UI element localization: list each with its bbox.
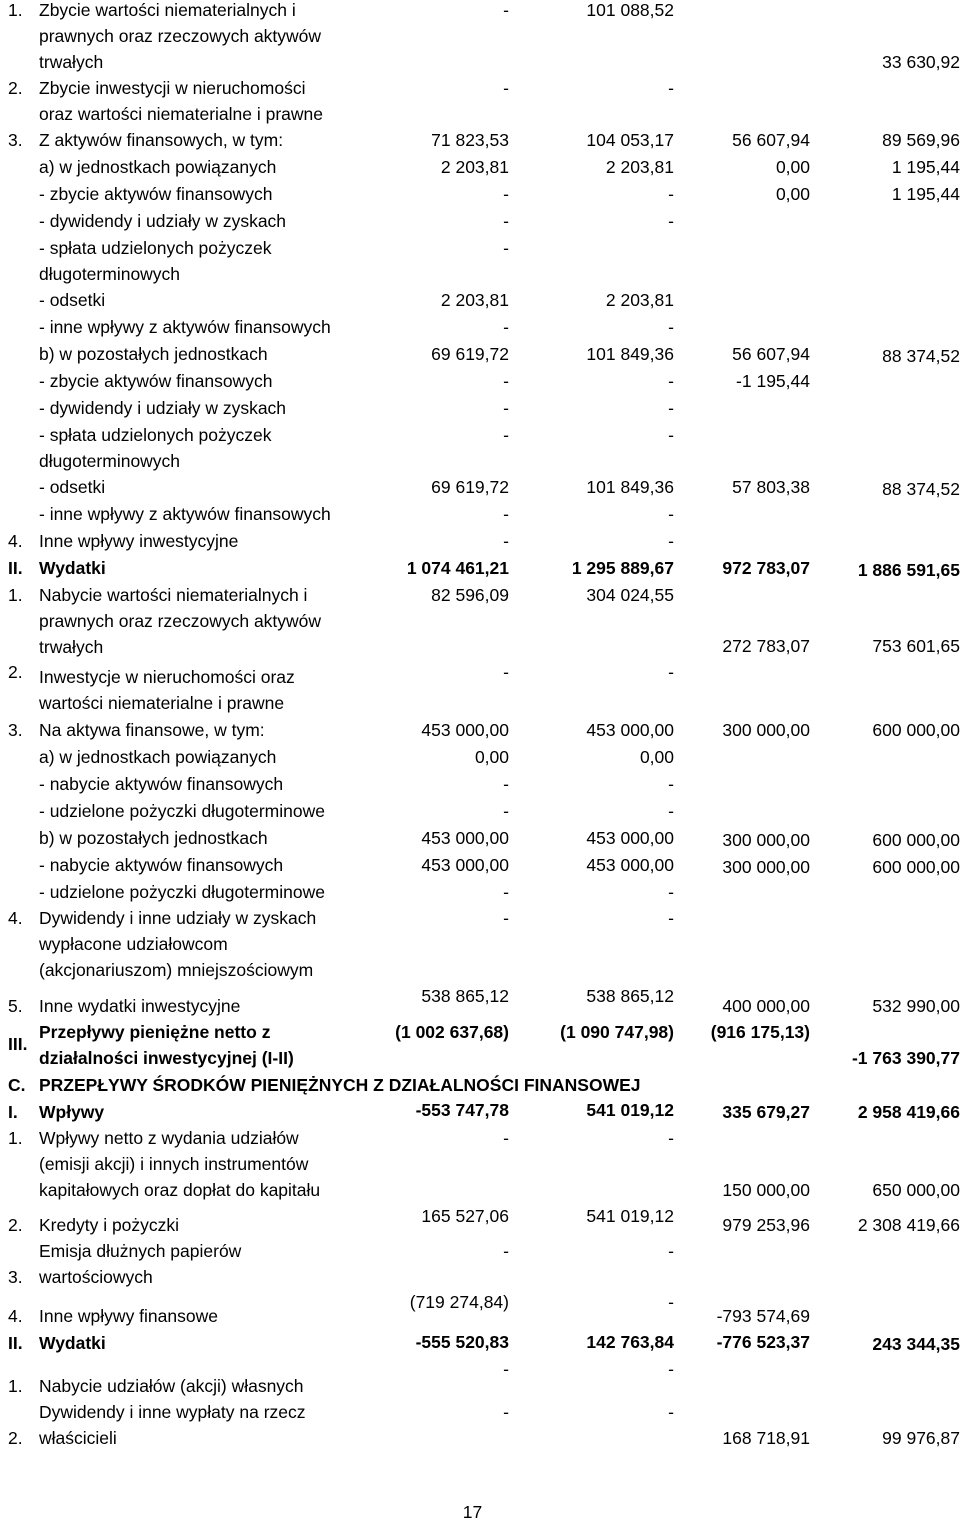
row-number: 2. [8,1215,23,1235]
row-label: - nabycie aktywów finansowych [39,774,284,794]
value-col-2: 101 088,52 [586,0,674,20]
value-col-2: 453 000,00 [586,855,674,875]
row-number: C. [8,1075,26,1095]
value-col-2: - [668,371,674,391]
row-label: - inne wpływy z aktywów finansowych [39,317,331,337]
row-label: trwałych [39,637,104,657]
value-col-2: 541 019,12 [586,1100,674,1120]
value-col-1: 165 527,06 [421,1206,509,1226]
value-col-1: - [503,425,509,445]
value-col-3: 972 783,07 [722,558,810,578]
value-col-2: - [668,184,674,204]
value-col-1: - [503,908,509,928]
value-col-4: 1 195,44 [891,184,960,204]
value-col-2: - [668,662,674,682]
value-col-1: - [503,238,509,258]
row-number: I. [8,1102,18,1122]
value-col-1: - [503,371,509,391]
value-col-1: - [503,662,509,682]
value-col-3: -793 574,69 [716,1306,810,1326]
value-col-2: 101 849,36 [586,477,674,497]
row-label: (akcjonariuszom) mniejszościowym [39,960,314,980]
row-label: trwałych [39,52,104,72]
value-col-1: - [503,1402,509,1422]
value-col-3: 979 253,96 [722,1215,810,1235]
value-col-4: 2 308 419,66 [857,1215,960,1235]
row-label: Dywidendy i inne wypłaty na rzecz [39,1402,306,1422]
value-col-1: - [503,317,509,337]
row-label: - zbycie aktywów finansowych [39,184,273,204]
row-label: Dywidendy i inne udziały w zyskach [39,908,317,928]
value-col-1: 71 823,53 [431,130,509,150]
value-col-3: 57 803,38 [732,477,810,497]
value-col-1: 82 596,09 [431,585,509,605]
row-label: Kredyty i pożyczki [39,1215,180,1235]
value-col-3: 300 000,00 [722,720,810,740]
value-col-3: 56 607,94 [732,130,810,150]
value-col-2: 142 763,84 [586,1332,674,1352]
value-col-1: - [503,1359,509,1379]
value-col-1: - [503,398,509,418]
row-label: Inne wpływy finansowe [39,1306,218,1326]
value-col-4: 753 601,65 [872,636,960,656]
row-label: Inne wydatki inwestycyjne [39,996,241,1016]
row-label: - odsetki [39,290,106,310]
value-col-1: - [503,504,509,524]
row-label: - nabycie aktywów finansowych [39,855,284,875]
row-label: (emisji akcji) i innych instrumentów [39,1154,309,1174]
row-label: - spłata udzielonych pożyczek [39,238,272,258]
value-col-2: 453 000,00 [586,828,674,848]
value-col-1: 453 000,00 [421,855,509,875]
row-label: Wpływy [39,1102,105,1122]
value-col-2: - [668,425,674,445]
row-label: - inne wpływy z aktywów finansowych [39,504,331,524]
row-label: Przepływy pieniężne netto z [39,1022,271,1042]
row-number: 5. [8,996,23,1016]
value-col-4: 600 000,00 [872,720,960,740]
value-col-1: 2 203,81 [440,290,509,310]
value-col-2: - [668,908,674,928]
value-col-3: 56 607,94 [732,344,810,364]
value-col-2: (1 090 747,98) [560,1022,674,1042]
value-col-2: 1 295 889,67 [571,558,674,578]
row-number: 2. [8,662,23,682]
row-label: - dywidendy i udziały w zyskach [39,211,287,231]
value-col-2: 304 024,55 [586,585,674,605]
value-col-4: 600 000,00 [872,857,960,877]
row-number: II. [8,558,23,578]
row-number: 3. [8,1267,23,1287]
value-col-2: 101 849,36 [586,344,674,364]
value-col-1: - [503,801,509,821]
row-label: - zbycie aktywów finansowych [39,371,273,391]
value-col-1: 69 619,72 [431,477,509,497]
value-col-2: - [668,882,674,902]
row-label: - odsetki [39,477,106,497]
value-col-3: 400 000,00 [722,996,810,1016]
value-col-4: 88 374,52 [882,479,960,499]
row-label: oraz wartości niematerialne i prawne [39,104,324,124]
value-col-1: (1 002 637,68) [395,1022,509,1042]
row-label: Inwestycje w nieruchomości oraz [39,667,295,687]
value-col-2: - [668,801,674,821]
value-col-2: - [668,1359,674,1379]
row-number: 1. [8,1128,23,1148]
row-label: - udzielone pożyczki długoterminowe [39,801,325,821]
value-col-1: 2 203,81 [440,157,509,177]
value-col-2: 541 019,12 [586,1206,674,1226]
value-col-1: - [503,78,509,98]
value-col-4: 600 000,00 [872,830,960,850]
value-col-4: 88 374,52 [882,346,960,366]
value-col-3: (916 175,13) [710,1022,810,1042]
value-col-3: 150 000,00 [722,1180,810,1200]
value-col-3: -776 523,37 [716,1332,810,1352]
row-label: kapitałowych oraz dopłat do kapitału [39,1180,321,1200]
row-label: b) w pozostałych jednostkach [39,344,268,364]
value-col-2: 2 203,81 [605,157,674,177]
value-col-1: -553 747,78 [415,1100,509,1120]
value-col-1: 453 000,00 [421,720,509,740]
row-label: Wpływy netto z wydania udziałów [39,1128,299,1148]
row-label: działalności inwestycyjnej (I-II) [39,1048,294,1068]
value-col-3: -1 195,44 [736,371,810,391]
value-col-1: - [503,184,509,204]
row-number: 4. [8,908,23,928]
row-number: 1. [8,1376,23,1396]
value-col-2: - [668,211,674,231]
value-col-1: 453 000,00 [421,828,509,848]
value-col-2: - [668,78,674,98]
row-number: 1. [8,585,23,605]
value-col-2: 2 203,81 [605,290,674,310]
row-label: Wydatki [39,1333,106,1353]
value-col-1: 538 865,12 [421,986,509,1006]
row-label: długoterminowych [39,264,181,284]
value-col-2: - [668,398,674,418]
row-label: b) w pozostałych jednostkach [39,828,268,848]
value-col-1: -555 520,83 [415,1332,509,1352]
row-label: PRZEPŁYWY ŚRODKÓW PIENIĘŻNYCH Z DZIAŁALNOŚCI FINANSOWEJ [39,1075,641,1095]
row-label: prawnych oraz rzeczowych aktywów [39,611,322,631]
row-number: III. [8,1034,28,1054]
value-col-2: 104 053,17 [586,130,674,150]
value-col-1: 0,00 [474,747,509,767]
row-label: - spłata udzielonych pożyczek [39,425,272,445]
row-label: wartościowych [39,1267,153,1287]
row-number: 4. [8,1306,23,1326]
row-number: 4. [8,531,23,551]
value-col-2: - [668,504,674,524]
value-col-2: - [668,1292,674,1312]
value-col-4: 650 000,00 [872,1180,960,1200]
value-col-3: 272 783,07 [722,636,810,656]
row-label: wartości niematerialne i prawne [39,693,285,713]
row-label: Zbycie wartości niematerialnych i [39,0,296,20]
value-col-2: - [668,317,674,337]
row-label: właścicieli [39,1428,117,1448]
value-col-2: 453 000,00 [586,720,674,740]
value-col-3: 300 000,00 [722,830,810,850]
value-col-2: - [668,1241,674,1261]
value-col-3: 335 679,27 [722,1102,810,1122]
value-col-1: - [503,0,509,20]
row-label: a) w jednostkach powiązanych [39,157,277,177]
row-number: 3. [8,720,23,740]
value-col-3: 0,00 [775,184,810,204]
value-col-3: 300 000,00 [722,857,810,877]
row-label: Nabycie udziałów (akcji) własnych [39,1376,304,1396]
value-col-1: 69 619,72 [431,344,509,364]
value-col-2: - [668,1402,674,1422]
value-col-4: 1 886 591,65 [857,560,960,580]
row-label: Z aktywów finansowych, w tym: [39,130,284,150]
value-col-1: (719 274,84) [409,1292,509,1312]
row-label: - udzielone pożyczki długoterminowe [39,882,325,902]
value-col-1: 1 074 461,21 [406,558,509,578]
page-number: 17 [462,1502,483,1522]
row-label: prawnych oraz rzeczowych aktywów [39,26,322,46]
row-number: II. [8,1333,23,1353]
row-label: a) w jednostkach powiązanych [39,747,277,767]
row-label: Nabycie wartości niematerialnych i [39,585,308,605]
value-col-1: - [503,882,509,902]
row-number: 2. [8,78,23,98]
row-label: Emisja dłużnych papierów [39,1241,242,1261]
row-number: 2. [8,1428,23,1448]
value-col-4: 532 990,00 [872,996,960,1016]
value-col-2: 538 865,12 [586,986,674,1006]
row-number: 1. [8,0,23,20]
value-col-1: - [503,774,509,794]
row-label: długoterminowych [39,451,181,471]
value-col-4: -1 763 390,77 [851,1048,960,1068]
row-label: Zbycie inwestycji w nieruchomości [39,78,306,98]
row-label: - dywidendy i udziały w zyskach [39,398,287,418]
value-col-4: 99 976,87 [882,1428,960,1448]
row-label: Wydatki [39,558,106,578]
row-label: wypłacone udziałowcom [39,934,228,954]
value-col-4: 2 958 419,66 [857,1102,960,1122]
value-col-4: 33 630,92 [882,52,960,72]
value-col-1: - [503,531,509,551]
value-col-2: - [668,774,674,794]
value-col-4: 243 344,35 [872,1334,960,1354]
value-col-1: - [503,211,509,231]
value-col-1: - [503,1128,509,1148]
value-col-2: - [668,531,674,551]
value-col-1: - [503,1241,509,1261]
row-label: Inne wpływy inwestycyjne [39,531,239,551]
row-number: 3. [8,130,23,150]
row-label: Na aktywa finansowe, w tym: [39,720,265,740]
value-col-3: 168 718,91 [722,1428,810,1448]
value-col-4: 89 569,96 [882,130,960,150]
value-col-3: 0,00 [775,157,810,177]
value-col-2: - [668,1128,674,1148]
value-col-4: 1 195,44 [891,157,960,177]
value-col-2: 0,00 [639,747,674,767]
